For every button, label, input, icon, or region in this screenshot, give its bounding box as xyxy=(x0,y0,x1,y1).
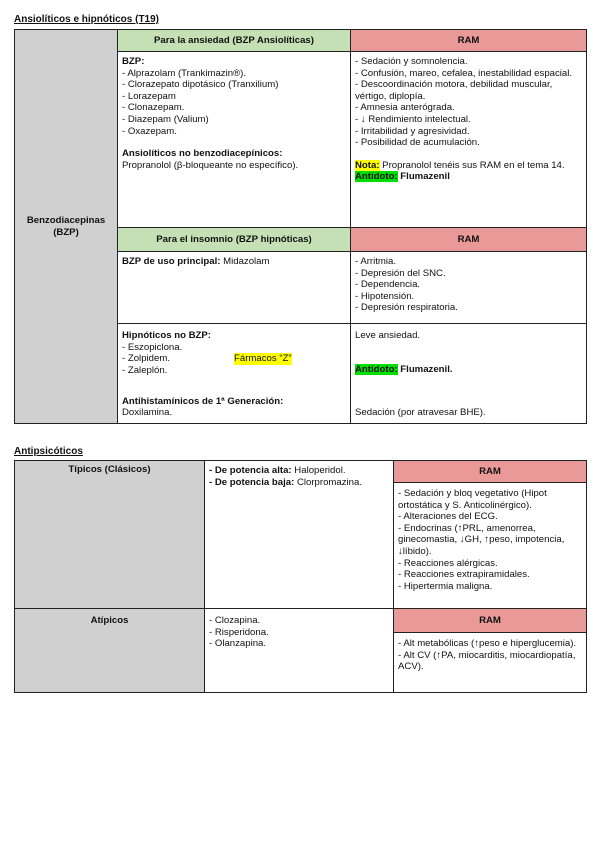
non-bzp-ram: Leve ansiedad. xyxy=(355,330,421,341)
main-drug-value: Midazolam xyxy=(220,256,270,267)
non-bzp-title: Ansiolíticos no benzodiacepínicos: xyxy=(122,148,283,160)
non-bzp-hyp-title: Hipnóticos no BZP: xyxy=(122,330,211,341)
antidote-label: Antídoto: xyxy=(355,171,398,183)
ram-item: - Alteraciones del ECG. xyxy=(398,511,498,523)
ram-item: - ↓ Rendimiento intelectual. xyxy=(355,113,471,125)
cell-ram-antihist xyxy=(351,390,587,424)
typical-drug-low: - De potencia baja: Clorpromazina. xyxy=(209,476,363,488)
cell-tipicos-drugs xyxy=(205,461,394,609)
row-label-atipicos: Atípicos xyxy=(15,609,205,693)
cell-ram-ansiedad xyxy=(351,52,587,228)
row-label-bzp: Benzodiacepinas (BZP) xyxy=(15,30,118,424)
ram-item: - Amnesia anterógrada. xyxy=(355,102,455,114)
cell-bzp-ansioliticas xyxy=(118,52,351,228)
ram-item: - Reacciones alérgicas. xyxy=(398,557,498,569)
atypical-drug: - Risperidona. xyxy=(209,626,269,638)
bzp-item: - Lorazepam xyxy=(122,90,176,102)
ram-item: - Hipotensión. xyxy=(355,290,415,302)
bzp-title: BZP: xyxy=(122,56,145,67)
antihist-item: Doxilamina. xyxy=(122,407,173,419)
atypical-drug: - Clozapina. xyxy=(209,615,261,626)
z-drugs-label: Fármacos “Z” xyxy=(234,353,292,365)
bzp-item: - Diazepam (Valium) xyxy=(122,113,209,125)
cell-antihistaminicos xyxy=(118,390,351,424)
bzp-item: - Clorazepato dipotásico (Tranxilium) xyxy=(122,79,279,91)
ram-item: - Alt metabólicas (↑peso e hiperglucemia). xyxy=(398,638,577,649)
header-ram-ansiedad: RAM xyxy=(351,30,587,52)
ram-item: - Sedación y somnolencia. xyxy=(355,56,468,67)
non-bzp-hyp-item-zolpidem: - Zolpidem. Fármacos “Z” xyxy=(122,353,292,365)
ram-item: - Posibilidad de acumulación. xyxy=(355,137,480,149)
bzp-item: - Clonazepam. xyxy=(122,102,185,114)
non-bzp-hyp-item: - Zaleplón. xyxy=(122,364,168,376)
ram-item: - Arritmia. xyxy=(355,256,397,267)
header-ram-tipicos: RAM xyxy=(394,461,587,483)
atypical-drug: - Olanzapina. xyxy=(209,638,267,650)
note-text: Propranolol tenéis sus RAM en el tema 14. xyxy=(379,159,565,171)
ram-item: - Endocrinas (↑PRL, amenorrea, ginecomastia, ↓GH, ↑peso, impotencia, ↓líbido). xyxy=(398,522,565,557)
ram-item: - Irritabilidad y agresividad. xyxy=(355,125,470,137)
ram-item: - Descoordinación motora, debilidad muscular, vértigo, diplopía. xyxy=(355,79,553,102)
antidote-text: Flumazenil xyxy=(397,171,450,183)
ram-item: - Alt CV (↑PA, miocarditis, miocardiopatía, ACV). xyxy=(398,649,576,673)
ram-item: - Confusión, mareo, cefalea, inestabilidad espacial. xyxy=(355,67,573,79)
ram-item: - Depresión respiratoria. xyxy=(355,302,458,314)
main-drug-label: BZP de uso principal: xyxy=(122,256,221,267)
cell-hipnoticos-no-bzp xyxy=(118,324,351,390)
table-antipsicoticos xyxy=(14,460,587,693)
ram-item: - Depresión del SNC. xyxy=(355,267,446,279)
note-label: Nota: xyxy=(355,159,380,171)
antidote-label: Antídoto: xyxy=(355,363,398,375)
antihist-title: Antihistamínicos de 1ª Generación: xyxy=(122,395,284,407)
cell-ram-insomnio xyxy=(351,252,587,324)
cell-ram-tipicos xyxy=(394,483,587,609)
ram-item: - Dependencia. xyxy=(355,279,421,291)
cell-atipicos-drugs xyxy=(205,609,394,693)
header-ansiedad: Para la ansiedad (BZP Ansiolíticas) xyxy=(118,30,351,52)
main-drug-line xyxy=(122,256,346,268)
header-insomnio: Para el insomnio (BZP hipnóticas) xyxy=(118,228,351,252)
section-title-ansioliticos: Ansiolíticos e hipnóticos (T19) xyxy=(14,14,160,25)
cell-bzp-uso-principal xyxy=(118,252,351,324)
ram-item: - Reacciones extrapiramidales. xyxy=(398,569,530,581)
bzp-item: - Alprazolam (Trankimazin®). xyxy=(122,67,246,79)
typical-drug-high: - De potencia alta: Haloperidol. xyxy=(209,465,346,476)
antidote-line xyxy=(355,171,582,183)
non-bzp-hyp-item: - Eszopiclona. xyxy=(122,341,183,353)
row-label-tipicos: Típicos (Clásicos) xyxy=(15,461,205,609)
header-ram-insomnio: RAM xyxy=(351,228,587,252)
antidote-line-insomnio xyxy=(355,364,582,376)
note-line xyxy=(355,160,582,172)
antihist-ram: Sedación (por atravesar BHE). xyxy=(355,407,486,419)
header-ram-atipicos: RAM xyxy=(394,609,587,633)
cell-ram-no-bzp xyxy=(351,324,587,390)
ram-item: - Hipertermia maligna. xyxy=(398,580,493,592)
section-title-antipsicoticos: Antipsicóticos xyxy=(14,446,83,457)
antidote-text: Flumazenil. xyxy=(397,363,453,375)
bzp-item: - Oxazepam. xyxy=(122,125,177,137)
table-ansioliticos xyxy=(14,29,587,424)
ram-item: - Sedación y bloq vegetativo (Hipot ortostática y S. Anticolinérgico). xyxy=(398,488,547,511)
cell-ram-atipicos xyxy=(394,633,587,693)
non-bzp-item: Propranolol (β-bloqueante no específico). xyxy=(122,159,299,171)
